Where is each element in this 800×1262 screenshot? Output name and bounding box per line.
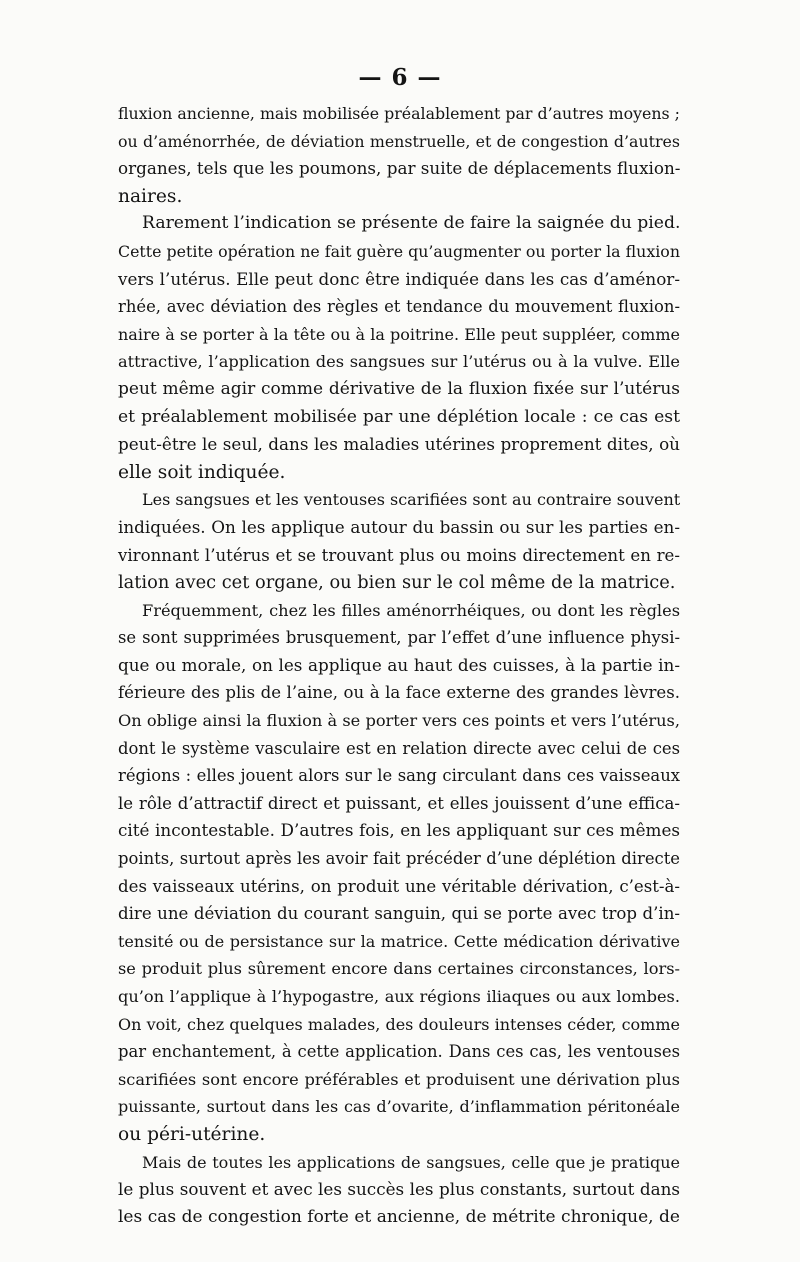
text-line: elle soit indiquée. — [118, 461, 286, 483]
text-line: organes, tels que les poumons, par suite de déplacements fluxion- — [118, 158, 681, 179]
text-line: On voit, chez quelques malades, des douleurs intenses céder, comme — [118, 1014, 680, 1034]
text-line: scarifiées sont encore préférables et produisent une dérivation plus — [118, 1069, 680, 1089]
text-line: naire à se porter à la tête ou à la poitrine. Elle peut suppléer, comme — [118, 324, 680, 344]
text-line: se produit plus sûrement encore dans certaines circonstances, lors- — [118, 959, 680, 979]
text-line: rhée, avec déviation des règles et tendance du mouvement fluxion- — [118, 297, 680, 317]
text-line: On oblige ainsi la fluxion à se porter vers ces points et vers l’utérus, — [118, 711, 680, 731]
text-line: peut même agir comme dérivative de la fluxion fixée sur l’utérus — [118, 378, 680, 399]
text-line: que ou morale, on les applique au haut des cuisses, à la partie in- — [118, 654, 680, 675]
text-line: naires. — [118, 185, 183, 207]
text-line: Cette petite opération ne fait guère qu’augmenter ou porter la fluxion — [118, 241, 680, 261]
text-line: puissante, surtout dans les cas d’ovarite, d’inflammation péritonéale — [118, 1097, 680, 1117]
text-line: qu’on l’applique à l’hypogastre, aux régions iliaques ou aux lombes. — [118, 987, 680, 1006]
text-line: dire une déviation du courant sanguin, qui se porte avec trop d’in- — [118, 904, 680, 924]
text-line: fluxion ancienne, mais mobilisée préalablement par d’autres moyens ; — [118, 104, 680, 123]
text-line: indiquées. On les applique autour du bassin ou sur les parties en- — [118, 516, 680, 537]
text-line: des vaisseaux utérins, on produit une véritable dérivation, c’est-à- — [118, 876, 680, 896]
text-line: cité incontestable. D’autres fois, en les appliquant sur ces mêmes — [118, 820, 680, 841]
text-line: Les sangsues et les ventouses scarifiées sont au contraire souvent — [142, 490, 681, 510]
text-line: lation avec cet organe, ou bien sur le col même de la matrice. — [118, 572, 676, 594]
page-number: — 6 — — [358, 64, 442, 91]
text-line: les cas de congestion forte et ancienne, de métrite chronique, de — [118, 1206, 680, 1227]
text-line: Rarement l’indication se présente de faire la saignée du pied. — [142, 213, 681, 234]
text-line: le plus souvent et avec les succès les plus constants, surtout dans — [118, 1179, 680, 1200]
text-line: se sont supprimées brusquement, par l’effet d’une influence physi- — [118, 628, 680, 648]
body-text — [118, 100, 680, 1231]
text-line: dont le système vasculaire est en relation directe avec celui de ces — [118, 738, 680, 758]
text-line: vironnant l’utérus et se trouvant plus ou moins directement en re- — [118, 545, 680, 565]
text-line: ou d’aménorrhée, de déviation menstruelle, et de congestion d’autres — [118, 131, 680, 151]
text-line: vers l’utérus. Elle peut donc être indiquée dans les cas d’aménor- — [118, 268, 680, 289]
text-line: le rôle d’attractif direct et puissant, et elles jouissent d’une effica- — [118, 793, 680, 813]
text-line: régions : elles jouent alors sur le sang circulant dans ces vaisseaux — [118, 766, 680, 786]
text-line: et préalablement mobilisée par une déplétion locale : ce cas est — [118, 406, 680, 427]
text-line: attractive, l’application des sangsues sur l’utérus ou à la vulve. Elle — [118, 352, 680, 372]
text-line: tensité ou de persistance sur la matrice. Cette médication dérivative — [118, 931, 680, 951]
text-line: férieure des plis de l’aine, ou à la face externe des grandes lèvres. — [118, 683, 680, 703]
text-line: Mais de toutes les applications de sangsues, celle que je pratique — [142, 1152, 680, 1172]
text-line: Fréquemment, chez les filles aménorrhéiques, ou dont les règles — [142, 600, 680, 620]
text-line: ou péri-utérine. — [118, 1123, 266, 1145]
text-line: peut-être le seul, dans les maladies utérines proprement dites, où — [118, 434, 680, 455]
text-line: points, surtout après les avoir fait précéder d’une déplétion directe — [118, 849, 680, 869]
text-line: par enchantement, à cette application. Dans ces cas, les ventouses — [118, 1042, 680, 1062]
